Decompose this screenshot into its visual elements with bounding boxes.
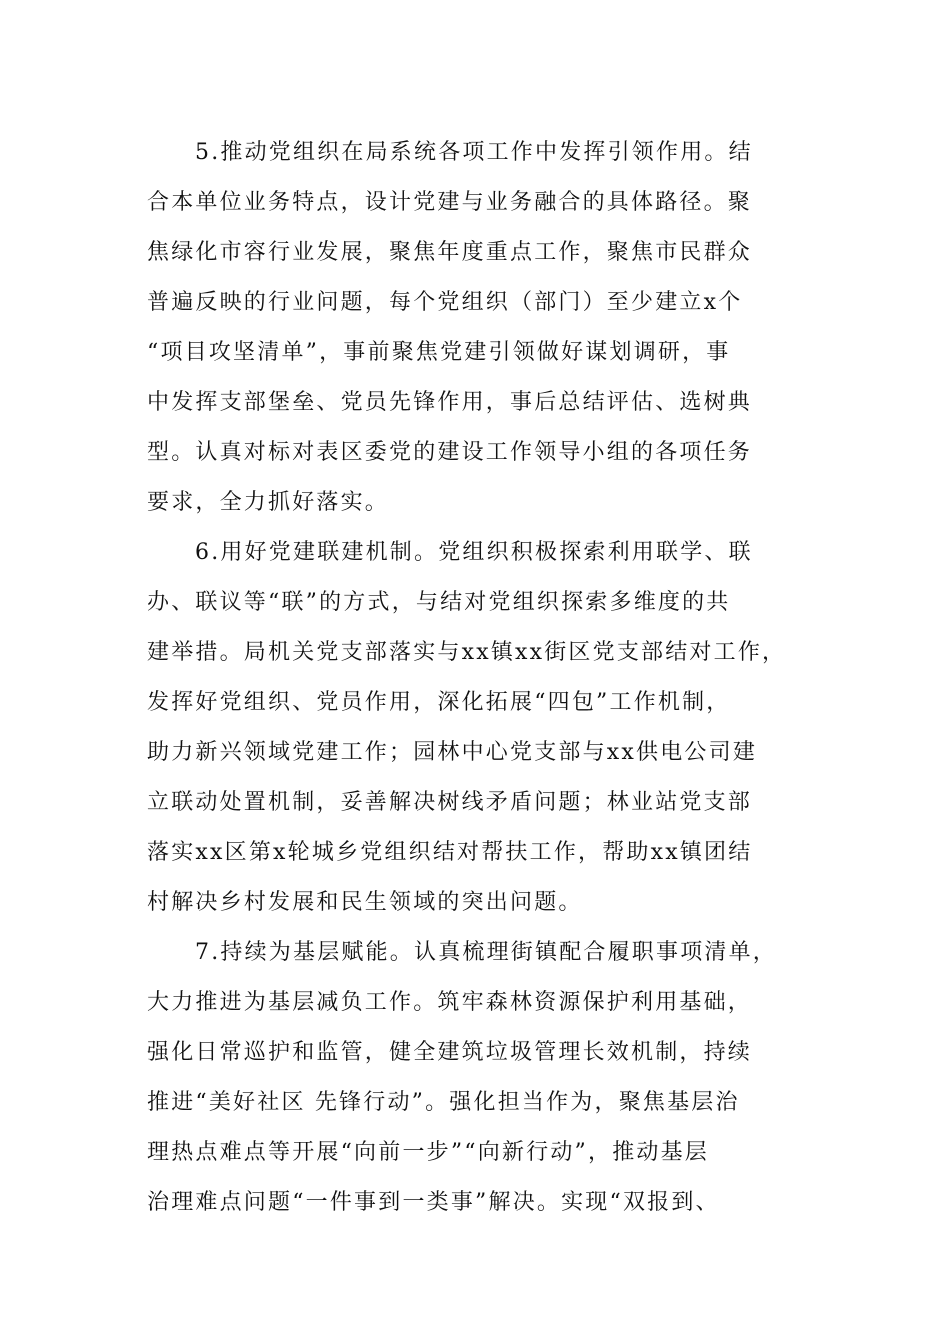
paragraph-5-line-6: 中发挥支部堡垒、党员先锋作用，事后总结评估、选树典 [147,390,753,415]
paragraph-7-line-6: 治理难点问题“一件事到一类事”解决。实现“双报到、 [147,1190,720,1215]
paragraph-5-line-8: 要求，全力抓好落实。 [147,490,390,515]
paragraph-6-line-7: 落实xx区第x轮城乡党组织结对帮扶工作，帮助xx镇团结 [147,840,753,865]
paragraph-7-line-1: 7.持续为基层赋能。认真梳理街镇配合履职事项清单， [195,940,777,965]
paragraph-6-line-5: 助力新兴领域党建工作；园林中心党支部与xx供电公司建 [147,740,758,765]
paragraph-7-line-5: 理热点难点等开展“向前一步”“向新行动”，推动基层 [147,1140,709,1165]
paragraph-5-line-5: “项目攻坚清单”，事前聚焦党建引领做好谋划调研，事 [147,340,731,365]
paragraph-7-line-4: 推进“美好社区 先锋行动”。强化担当作为，聚焦基层治 [147,1090,740,1115]
paragraph-5-line-7: 型。认真对标对表区委党的建设工作领导小组的各项任务 [147,440,753,465]
paragraph-6-line-1: 6.用好党建联建机制。党组织积极探索利用联学、联 [195,540,753,565]
paragraph-6-line-3: 建举措。局机关党支部落实与xx镇xx街区党支部结对工作， [147,640,787,665]
paragraph-6-line-6: 立联动处置机制，妥善解决树线矛盾问题；林业站党支部 [147,790,753,815]
paragraph-7-line-3: 强化日常巡护和监管，健全建筑垃圾管理长效机制，持续 [147,1040,753,1065]
paragraph-7-line-2: 大力推进为基层减负工作。筑牢森林资源保护利用基础， [147,990,753,1015]
paragraph-6-line-8: 村解决乡村发展和民生领域的突出问题。 [147,890,583,915]
paragraph-6-line-4: 发挥好党组织、党员作用，深化拓展“四包”工作机制， [147,690,731,715]
paragraph-5-line-4: 普遍反映的行业问题，每个党组织（部门）至少建立x个 [147,290,743,315]
paragraph-5-line-1: 5.推动党组织在局系统各项工作中发挥引领作用。结 [195,140,753,165]
paragraph-5-line-2: 合本单位业务特点，设计党建与业务融合的具体路径。聚 [147,190,753,215]
paragraph-5-line-3: 焦绿化市容行业发展，聚焦年度重点工作，聚焦市民群众 [147,240,753,265]
paragraph-6-line-2: 办、联议等“联”的方式，与结对党组织探索多维度的共 [147,590,731,615]
document-body [147,128,827,1228]
